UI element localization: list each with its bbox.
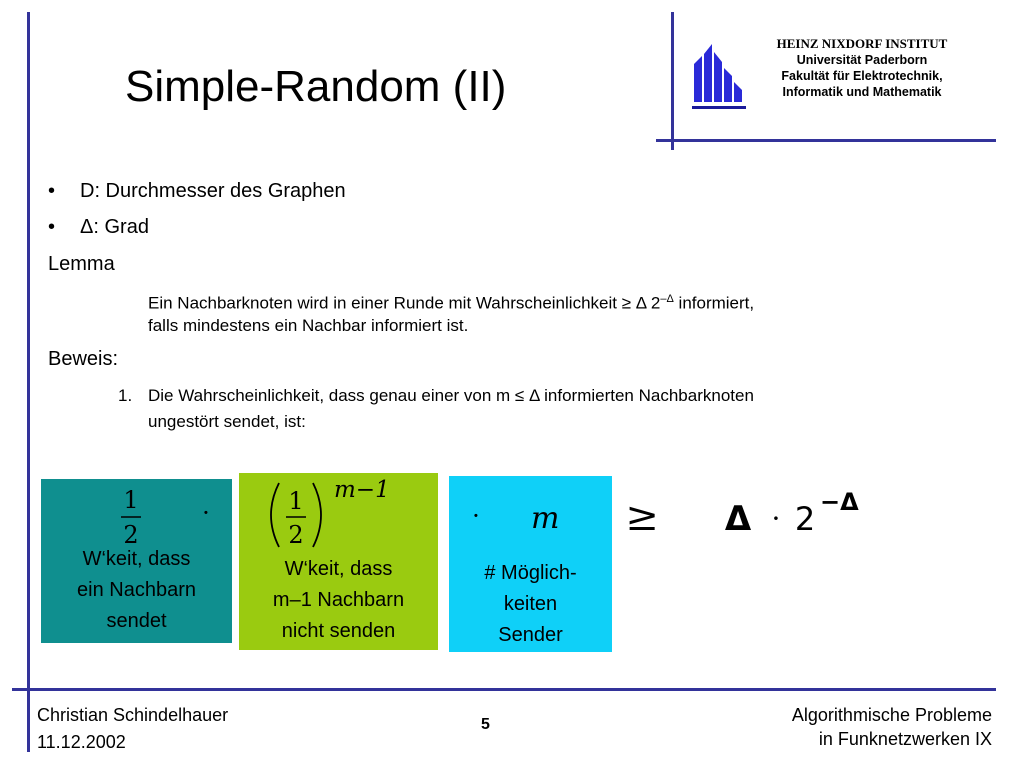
proof-step-line1: Die Wahrscheinlichkeit, dass genau einer von m ≤ Δ informierten Nachbarknoten bbox=[148, 386, 754, 405]
bullet-degree bbox=[48, 216, 149, 239]
lemma-text: informiert, bbox=[673, 293, 755, 313]
bullet-diameter bbox=[48, 180, 346, 203]
fraction-half bbox=[41, 479, 232, 549]
cdot-symbol: · bbox=[472, 502, 480, 530]
box-caption-line: ein Nachbarn bbox=[77, 579, 196, 601]
box-caption-line: Sender bbox=[498, 624, 563, 646]
box-caption-line: sendet bbox=[106, 610, 167, 632]
header-frame-vline bbox=[671, 12, 674, 150]
exponent-neg-delta: −Δ bbox=[820, 488, 859, 516]
institute-block bbox=[756, 36, 968, 100]
slide-title: Simple-Random (II) bbox=[125, 62, 507, 111]
variable-m: m bbox=[531, 501, 560, 536]
exponent-m-minus-1: m−1 bbox=[334, 477, 390, 503]
bullet-marker: • bbox=[48, 216, 56, 238]
box-caption-line: nicht senden bbox=[281, 620, 396, 642]
lemma-text-line2: falls mindestens ein Nachbar informiert ist. bbox=[148, 316, 469, 335]
proof-step-line2: ungestört sendet, ist: bbox=[148, 412, 306, 431]
left-frame-line bbox=[27, 12, 30, 752]
lemma-text-line1 bbox=[148, 287, 754, 316]
inequality-rhs bbox=[620, 478, 890, 548]
factor-m bbox=[449, 476, 612, 546]
formula-box-others-silent bbox=[239, 473, 438, 650]
footer-author: Christian Schindelhauer bbox=[37, 705, 229, 725]
cdot-symbol: · bbox=[771, 502, 781, 535]
fraction-numerator: 1 bbox=[123, 486, 139, 514]
delta-symbol: Δ bbox=[724, 499, 752, 539]
proof-step-number: 1. bbox=[118, 386, 133, 405]
box-caption-line: keiten bbox=[503, 593, 558, 615]
university-logo bbox=[688, 38, 750, 110]
bullet-text: Δ: Grad bbox=[80, 216, 149, 238]
cdot-symbol: · bbox=[202, 499, 210, 527]
lemma-text: Ein Nachbarknoten wird in einer Runde mit Wahrscheinlichkeit ≥ Δ 2 bbox=[148, 293, 661, 313]
institute-name: HEINZ NIXDORF INSTITUT bbox=[776, 36, 948, 51]
fraction-denominator: 2 bbox=[288, 521, 304, 549]
lemma-heading: Lemma bbox=[48, 253, 115, 275]
right-paren bbox=[313, 483, 321, 547]
institute-line: Universität Paderborn bbox=[796, 53, 928, 67]
box-caption-line: W‘keit, dass bbox=[82, 548, 191, 570]
left-paren bbox=[271, 483, 279, 547]
box-caption-line: # Möglich- bbox=[484, 562, 577, 584]
fraction-half-power bbox=[239, 473, 438, 553]
box-caption-line: m–1 Nachbarn bbox=[272, 589, 405, 611]
footer-date: 11.12.2002 bbox=[37, 732, 126, 752]
formula-box-possibilities bbox=[449, 476, 612, 652]
footer-course-line2: in Funknetzwerken IX bbox=[818, 729, 992, 749]
proof-heading: Beweis: bbox=[48, 348, 119, 370]
bullet-text: D: Durchmesser des Graphen bbox=[80, 180, 346, 202]
institute-line: Fakultät für Elektrotechnik, bbox=[781, 69, 943, 83]
base-two: 2 bbox=[794, 500, 816, 538]
header-frame-hline bbox=[656, 139, 996, 142]
institute-line: Informatik und Mathematik bbox=[782, 85, 942, 99]
page-number: 5 bbox=[481, 716, 490, 733]
footer-frame-line bbox=[12, 688, 996, 691]
fraction-numerator: 1 bbox=[288, 487, 304, 515]
footer-course-line1: Algorithmische Probleme bbox=[791, 705, 992, 725]
box-caption-line: W‘keit, dass bbox=[284, 558, 393, 580]
fraction-denominator: 2 bbox=[123, 521, 139, 549]
bullet-marker: • bbox=[48, 180, 56, 202]
formula-box-one-sender bbox=[41, 479, 232, 643]
lemma-exponent: –Δ bbox=[660, 293, 674, 305]
geq-symbol: ≥ bbox=[625, 494, 659, 540]
